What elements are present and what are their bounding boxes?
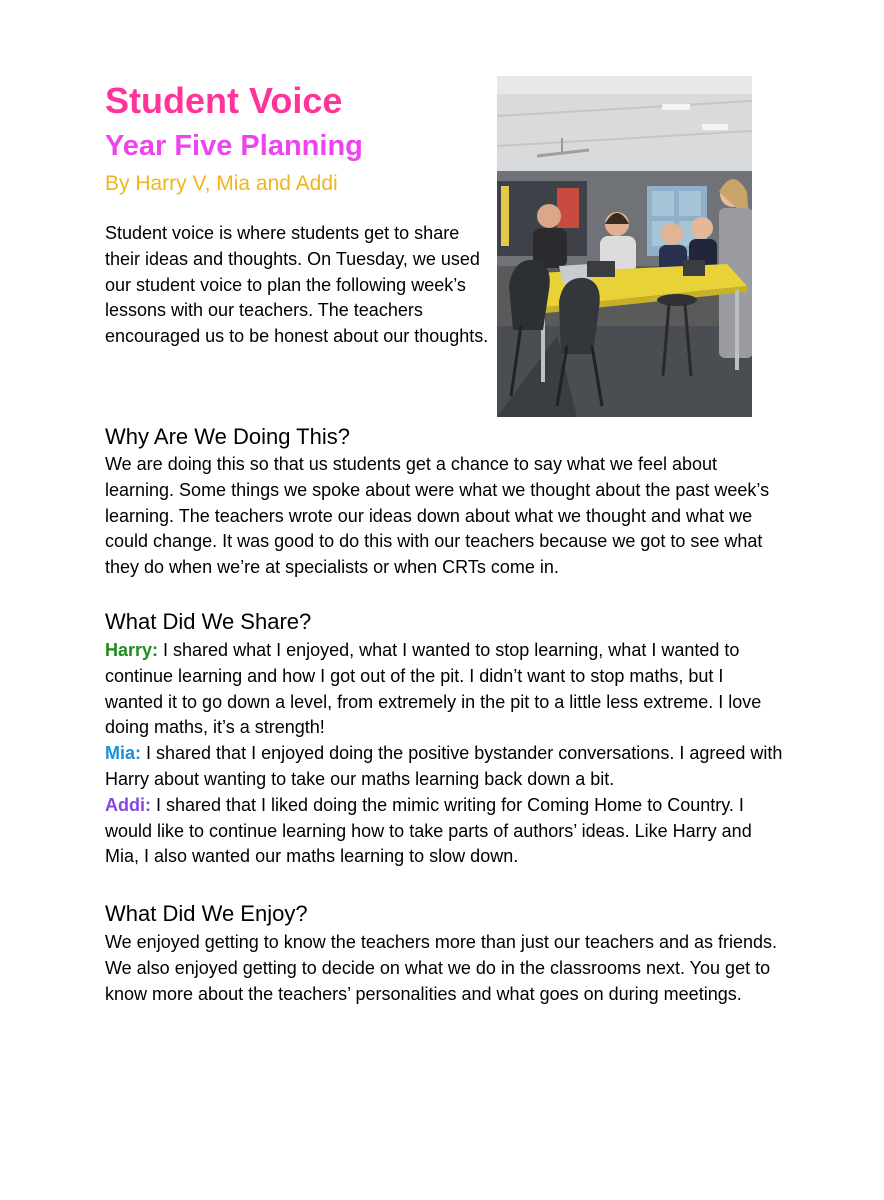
page-subtitle: Year Five Planning — [105, 130, 363, 162]
share-text-addi: I shared that I liked doing the mimic writing for Coming Home to Country. I would like to continue learning how to take parts of authors’ ideas. Like Harry and Mia, I also wanted our maths learning to slow down. — [105, 794, 752, 867]
intro-paragraph: Student voice is where students get to share their ideas and thoughts. On Tuesday, we used our student voice to plan the following week’s lessons with our teachers. The teachers encouraged us to be honest about our thoughts. — [105, 223, 489, 347]
author-byline: By Harry V, Mia and Addi — [105, 172, 338, 195]
page-title: Student Voice — [105, 80, 343, 121]
speaker-addi: Addi: — [105, 794, 151, 815]
section-body-enjoy: We enjoyed getting to know the teachers more than just our teachers and as friends. We also enjoyed getting to decide on what we do in the classrooms next. You get to know more about the teachers’ personalities and what goes on during meetings. — [105, 932, 778, 1004]
classroom-photo-icon — [497, 76, 752, 417]
section-heading-share: What Did We Share? — [105, 609, 312, 634]
section-heading-enjoy: What Did We Enjoy? — [105, 901, 308, 926]
speaker-mia: Mia: — [105, 743, 141, 764]
section-body-why: We are doing this so that us students get a chance to say what we feel about learning. Some things we spoke about were what we thought about the past week’s learning. The teachers wrote our ideas down about what we thought and what we could change. It was good to do this with our teachers because we got to see what they do when we’re at specialists or when CRTs come in. — [105, 454, 770, 578]
section-heading-why: Why Are We Doing This? — [105, 424, 350, 449]
section-body-share — [105, 638, 785, 870]
share-text-mia: I shared that I enjoyed doing the positive bystander conversations. I agreed with Harry about wanting to take our maths learning back down a bit. — [105, 743, 783, 789]
speaker-harry: Harry: — [105, 640, 159, 660]
share-text-harry: I shared what I enjoyed, what I wanted to stop learning, what I wanted to continue learning and how I got out of the pit. I didn’t want to stop maths, but I wanted it to go down a level, from extremely in the pit to a little less extreme. I love doing maths, it’s a strength! — [105, 640, 762, 738]
classroom-photo — [497, 76, 752, 417]
